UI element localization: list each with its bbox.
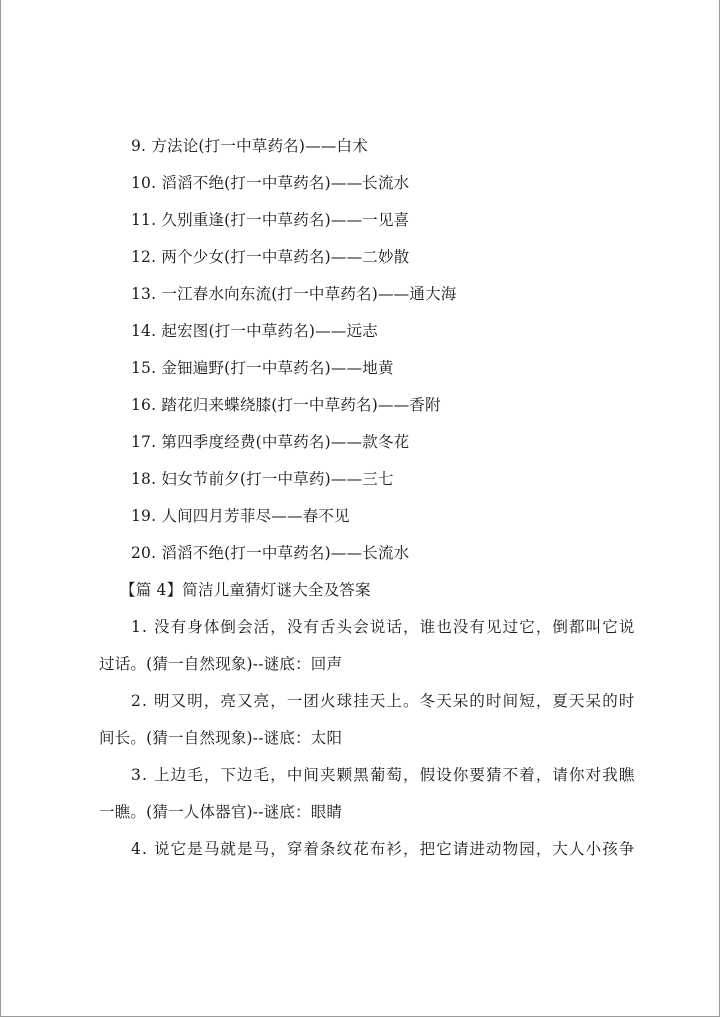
riddle-12: 12. 两个少女(打一中草药名)——二妙散	[131, 248, 410, 266]
riddle-13: 13. 一江春水向东流(打一中草药名)——通大海	[131, 285, 457, 303]
riddle-19: 19. 人间四月芳菲尽——春不见	[131, 507, 350, 525]
paragraph-3-line-2: 一瞧。(猜一人体器官)--谜底：眼睛	[99, 803, 343, 821]
paragraph-1-line-1: 1. 没有身体倒会活，没有舌头会说话，谁也没有见过它，倒都叫它说	[131, 618, 636, 636]
paragraph-4-line-1: 4. 说它是马就是马，穿着条纹花布衫，把它请进动物园，大人小孩争	[131, 840, 636, 858]
riddle-9: 9. 方法论(打一中草药名)——白术	[131, 137, 368, 155]
riddle-14: 14. 起宏图(打一中草药名)——远志	[131, 322, 378, 340]
section-title: 【篇 4】简洁儿童猜灯谜大全及答案	[120, 581, 371, 599]
riddle-18: 18. 妇女节前夕(打一中草药)——三七	[131, 470, 394, 488]
paragraph-2-line-1: 2. 明又明，亮又亮，一团火球挂天上。冬天呆的时间短，夏天呆的时	[131, 692, 636, 710]
paragraph-1-line-2: 过话。(猜一自然现象)--谜底：回声	[99, 655, 343, 673]
riddle-20: 20. 滔滔不绝(打一中草药名)——长流水	[131, 544, 410, 562]
paragraph-2-line-2: 间长。(猜一自然现象)--谜底：太阳	[99, 729, 343, 747]
paragraph-3-line-1: 3. 上边毛，下边毛，中间夹颗黑葡萄，假设你要猜不着，请你对我瞧	[131, 766, 636, 784]
riddle-17: 17. 第四季度经费(中草药名)——款冬花	[131, 433, 410, 451]
riddle-10: 10. 滔滔不绝(打一中草药名)——长流水	[131, 174, 410, 192]
riddle-11: 11. 久别重逢(打一中草药名)——一见喜	[131, 211, 410, 229]
riddle-16: 16. 踏花归来蝶绕膝(打一中草药名)——香附	[131, 396, 441, 414]
riddle-15: 15. 金钿遍野(打一中草药名)——地黄	[131, 359, 394, 377]
